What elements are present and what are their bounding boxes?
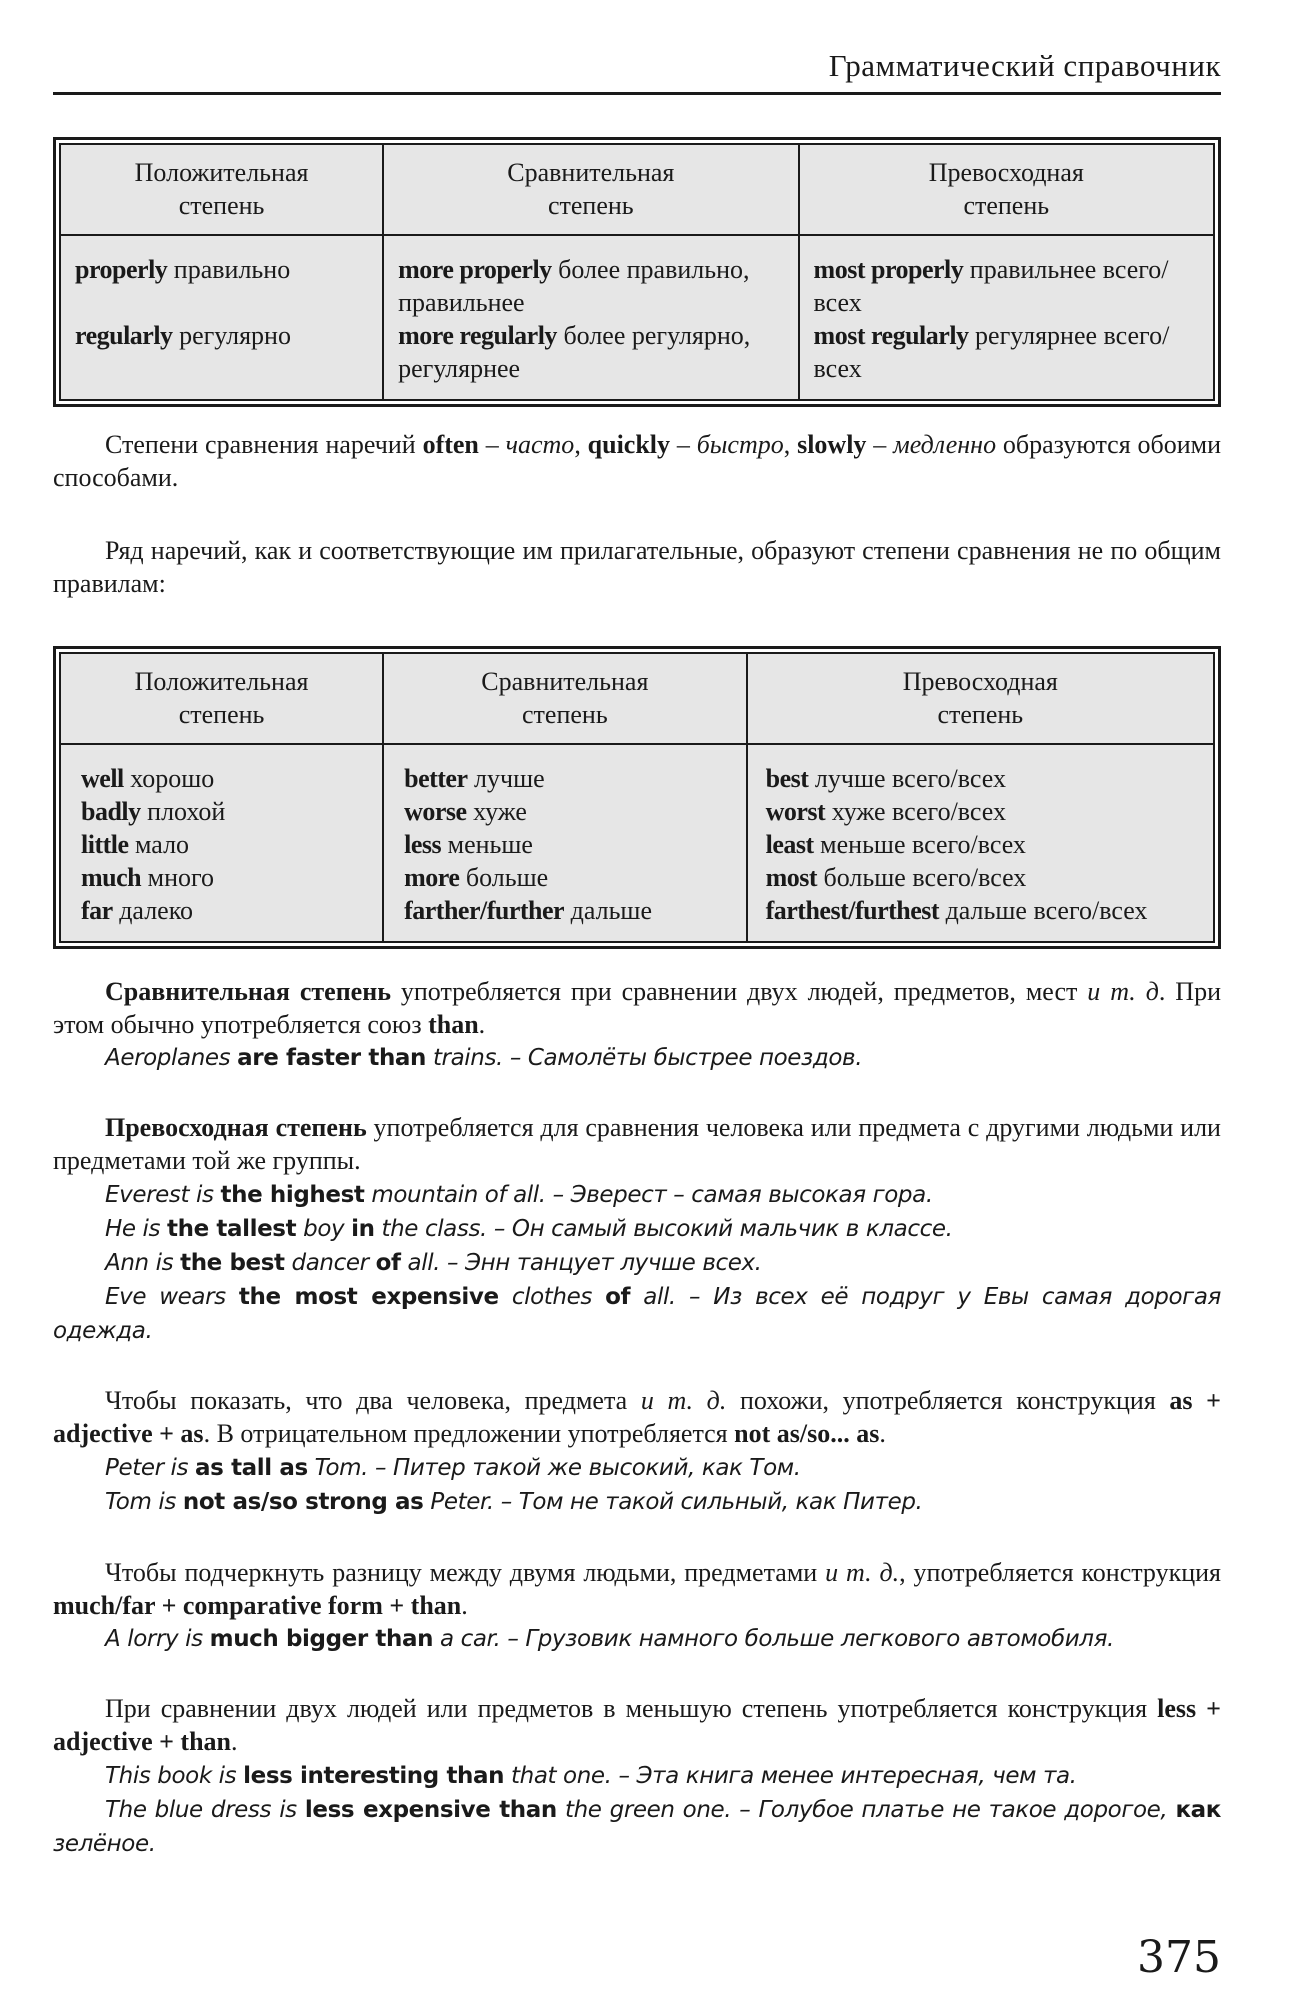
cell-positive: properly правильно regularly регулярно [60,235,383,400]
example-as-as: Tom is not as/so strong as Peter. – Том не такой сильный, как Питер. [105,1489,923,1515]
example-much-far: A lorry is much bigger than a car. – Грузовик намного больше легкового автомобиля. [105,1626,1114,1652]
paragraph-as-as: Чтобы показать, что два человека, предмета и т. д. похожи, употребляется конструкция as + adjective + as. В отрицательном предложении употребляется not as/so... as. [53,1386,1221,1448]
example-as-as: Peter is as tall as Tom. – Питер такой же высокий, как Том. [105,1455,801,1481]
paragraph-irregular-intro: Ряд наречий, как и соответствующие им прилагательные, образуют степени сравнения не по общим правилам: [53,536,1221,598]
cell-superlative: best лучше всего/всех worst хуже всего/всех least меньше всего/всех most больше всего/всех farthest/furthest дальше всего/всех [747,744,1214,942]
paragraph-superlative: Превосходная степень употребляется для сравнения человека или предмета с другими людьми или предметами той же группы. [53,1113,1221,1175]
table-header-row [60,144,1214,235]
example-superlative: Everest is the highest mountain of all. – Эверест – самая высокая гора. [105,1182,933,1208]
paragraph-both-ways: Степени сравнения наречий often – часто, quickly – быстро, slowly – медленно образуются обоими способами. [53,430,1222,492]
paragraph-less: При сравнении двух людей или предметов в меньшую степень употребляется конструкция less + adjective + than. [53,1694,1221,1756]
page-number: 375 [1137,1932,1221,1983]
running-head: Грамматический справочник [828,48,1221,83]
table-row [60,744,1214,942]
header-positive: Положительная степень [60,144,383,235]
header-superlative: Превосходная степень [799,144,1214,235]
example-superlative: Eve wears the most expensive clothes of all. – Из всех её подруг у Евы самая дорогая одежда. [53,1284,1221,1344]
example-less: The blue dress is less expensive than the green one. – Голубое платье не такое дорогое, как зелёное. [53,1797,1222,1857]
example-less: This book is less interesting than that one. – Эта книга менее интересная, чем та. [105,1763,1077,1789]
table-irregular-adverbs [53,646,1221,949]
example-superlative: He is the tallest boy in the class. – Он самый высокий мальчик в классе. [105,1216,953,1242]
header-rule [53,92,1221,95]
header-comparative: Сравнительная степень [383,144,798,235]
paragraph-much-far: Чтобы подчеркнуть разницу между двумя людьми, предметами и т. д., употребляется конструкция much/far + comparative form + than. [53,1558,1222,1620]
example-superlative: Ann is the best dancer of all. – Энн танцует лучше всех. [105,1250,762,1276]
header-superlative: Превосходная степень [747,653,1214,744]
header-positive: Положительная степень [60,653,383,744]
table-row [60,235,1214,400]
cell-positive: well хорошо badly плохой little мало much много far далеко [60,744,383,942]
cell-comparative: more properly более правильно, правильнее more regularly более регулярно, регулярнее [383,235,798,400]
example-comparative: Aeroplanes are faster than trains. – Самолёты быстрее поездов. [105,1045,863,1071]
table-header-row [60,653,1214,744]
header-comparative: Сравнительная степень [383,653,747,744]
paragraph-comparative: Сравнительная степень употребляется при сравнении двух людей, предметов, мест и т. д. При этом обычно употребляется союз than. [53,977,1221,1039]
cell-comparative: better лучше worse хуже less меньше more больше farther/further дальше [383,744,747,942]
table-regular-adverbs [53,137,1221,407]
cell-superlative: most properly правильнее всего/всех most regularly регулярнее всего/всех [799,235,1214,400]
